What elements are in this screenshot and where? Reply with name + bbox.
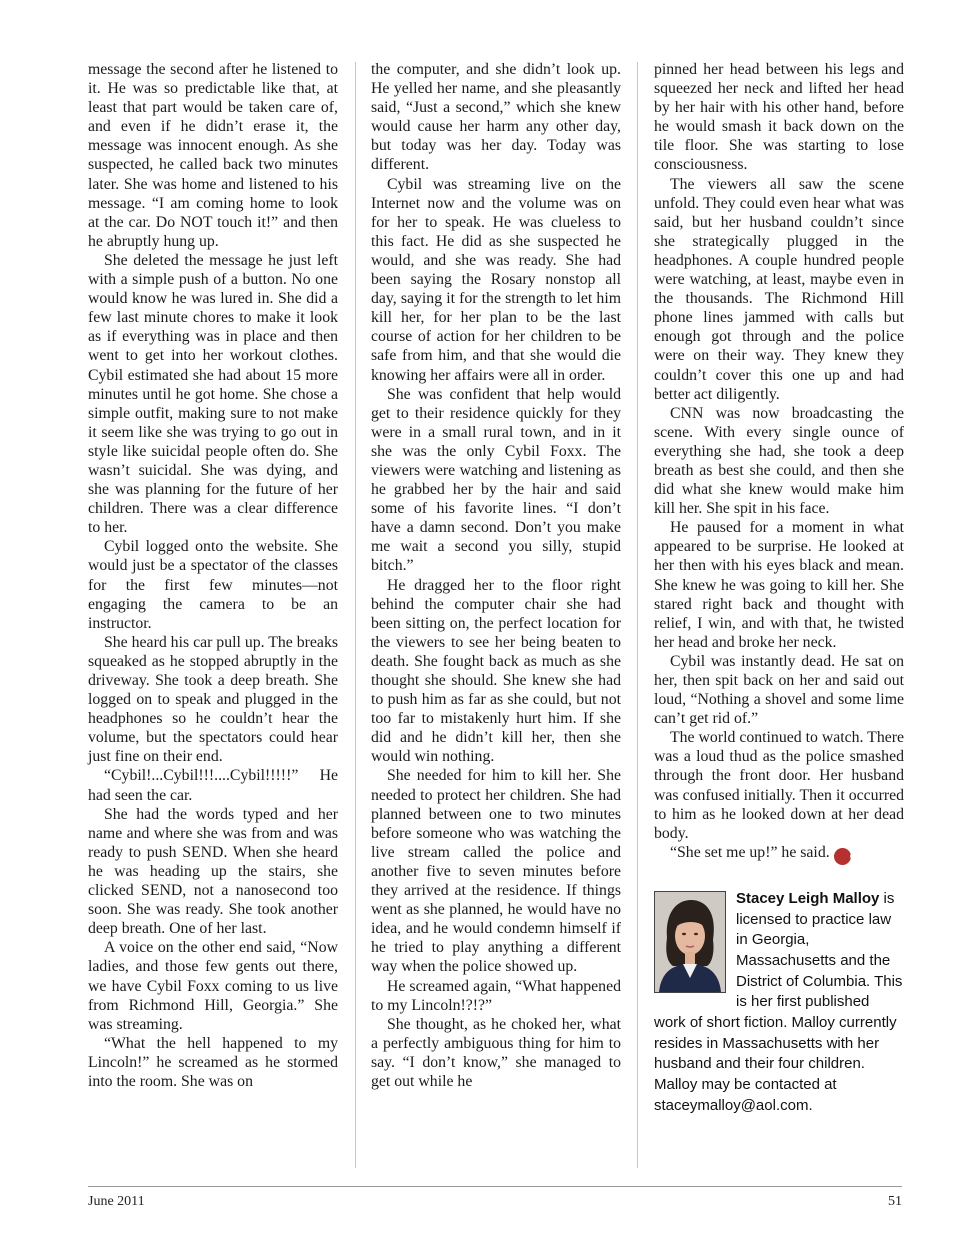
paragraph: message the second after he listened to it. He was so predictable like that, at least that part would be taken care of, and even if he didn’t erase it, the message was innocent enough. As she suspected, he called back two minutes later. She was home and listened to his message. “I am coming home to look at the car. Do NOT touch it!” and then he abruptly hung up.	[88, 61, 338, 250]
paragraph: He screamed again, “What happened to my Lincoln!?!?”	[371, 977, 621, 1014]
author-photo	[654, 891, 726, 993]
paragraph: pinned her head between his legs and squeezed her neck and lifted her head by her hair with his other hand, before he would smash it back down on the tile floor. She was starting to lose consciousness.	[654, 61, 904, 174]
column-divider	[637, 62, 638, 1168]
paragraph: The viewers all saw the scene unfold. They could even hear what was said, but her husband couldn’t since she strategically plugged in the headphones. A couple hundred people were watching, at least, maybe even in the thousands. The Richmond Hill phone lines jammed with calls but enough got through and the police were on their way. They knew they couldn’t cover this one up and had better act diligently.	[654, 175, 904, 403]
column-divider	[355, 62, 356, 1168]
paragraph: CNN was now broadcasting the scene. With every single ounce of everything she had, she took a deep breath as best she could, and then she did what she knew would make him kill her. She spit in his face.	[654, 404, 904, 518]
column-1	[88, 60, 338, 1091]
paragraph: Cybil logged onto the website. She would just be a spectator of the classes for the first few minutes—not engaging the camera to be an instructor.	[88, 538, 338, 632]
paragraph: “What the hell happened to my Lincoln!” he screamed as he stormed into the room. She was on	[88, 1034, 338, 1090]
final-line: “She set me up!” he said.	[670, 843, 830, 861]
paragraph: She thought, as he choked her, what a perfectly ambiguous thing for him to say. “I don’t know,” she managed to get out while he	[371, 1015, 621, 1090]
paragraph: He dragged her to the floor right behind the computer chair she had been sitting on, the perfect location for the viewers to see her being beaten to death. She fought back as much as she thought she should. She knew she had to push him as far as she could, but not too far to mistakenly hurt him. If she did and he didn’t kill her, then she would win nothing.	[371, 576, 621, 766]
column-2	[371, 60, 621, 1091]
paragraph: Cybil was streaming live on the Internet now and the volume was on for her to speak. He was clueless to this fact. He did as she suspected he would, and she was ready. She had been saying the Rosary nonstop all day, saying it for the strength to let him kill her, for her plan to be the last course of action for her children to be safe from him, and that she would die knowing her affairs were all in order.	[371, 175, 621, 384]
paragraph: “Cybil!...Cybil!!!....Cybil!!!!!” He had seen the car.	[88, 767, 338, 804]
paragraph: The world continued to watch. There was a loud thud as the police smashed through the front door. Her husband was confused initially. Then it occurred to him as he looked down at her dead body.	[654, 729, 904, 842]
author-bio	[654, 889, 904, 1117]
paragraph: She needed for him to kill her. She needed to protect her children. She had planned between one to two minutes before someone who was watching the live stream called the police and another five to seven minutes before they arrived at the residence. If things went as she planned, he would have no idea, and he would condemn himself if he tried to play anything a different way when the police showed up.	[371, 767, 621, 976]
issue-date: June 2011	[88, 1194, 145, 1209]
paragraph: A voice on the other end said, “Now ladies, and those few gents out there, we have Cybil Foxx coming to us live from Richmond Hill, Georgia.” She was streaming.	[88, 939, 338, 1033]
paragraph-final	[654, 843, 904, 865]
paragraph: He paused for a moment in what appeared to be surprise. He looked at her then with his eyes black and mean. She knew he was going to kill her. She stared right back and thought with relief, I win, and with that, he twisted her head and broke her neck.	[654, 519, 904, 651]
paragraph: She deleted the message he just left with a simple push of a button. No one would know he was lured in. She did a few last minute chores to make it look as if everything was in place and then went to get into her workout clothes. Cybil estimated she had about 15 more minutes until he got home. She chose a simple outfit, making sure to not make it seem like she was trying to go out in style like suicidal people often do. She wasn’t suicidal. She was dying, and she was planning for the future of her children. There was a clear difference to her.	[88, 251, 338, 537]
paragraph: She had the words typed and her name and where she was from and was ready to push SEND. When she heard he was heading up the stairs, she clicked SEND, not a nanosecond too soon. She was ready. She took another deep breath. One of her last.	[88, 805, 338, 938]
paragraph: Cybil was instantly dead. He sat on her, then spit back on her and said out loud, “Nothing a shovel and some lime can’t get rid of.”	[654, 652, 904, 728]
column-3	[654, 60, 904, 1117]
author-bio-text: is licensed to practice law in Georgia, Massachusetts and the District of Columbia. This is her first published work of short fiction. Malloy currently resides in Massachusetts with her husband and their four children. Malloy may be contacted at staceymalloy@aol.com.	[654, 889, 903, 1114]
portrait-image	[655, 892, 725, 992]
paragraph: She was confident that help would get to their residence quickly for they were in a small rural town, and in it she was the only Cybil Foxx. The viewers were watching and listening as he grabbed her by the hair and said some of his favorite lines. “I don’t have a damn second. Don’t you make me wait a second you silly, stupid bitch.”	[371, 385, 621, 575]
end-of-story-mark: GBJ	[834, 848, 851, 865]
footer-divider	[88, 1186, 902, 1187]
paragraph: She heard his car pull up. The breaks squeaked as he stopped abruptly in the driveway. She took a deep breath. She logged on to speak and plugged in the headphones so he couldn’t hear the volume, but the spectators could hear just fine on their end.	[88, 633, 338, 766]
paragraph: the computer, and she didn’t look up. He yelled her name, and she pleasantly said, “Just a second,” which she knew would cause her harm any other day, but today was her day. Today was different.	[371, 61, 621, 174]
page-number: 51	[888, 1194, 902, 1209]
author-name: Stacey Leigh Malloy	[736, 889, 880, 907]
